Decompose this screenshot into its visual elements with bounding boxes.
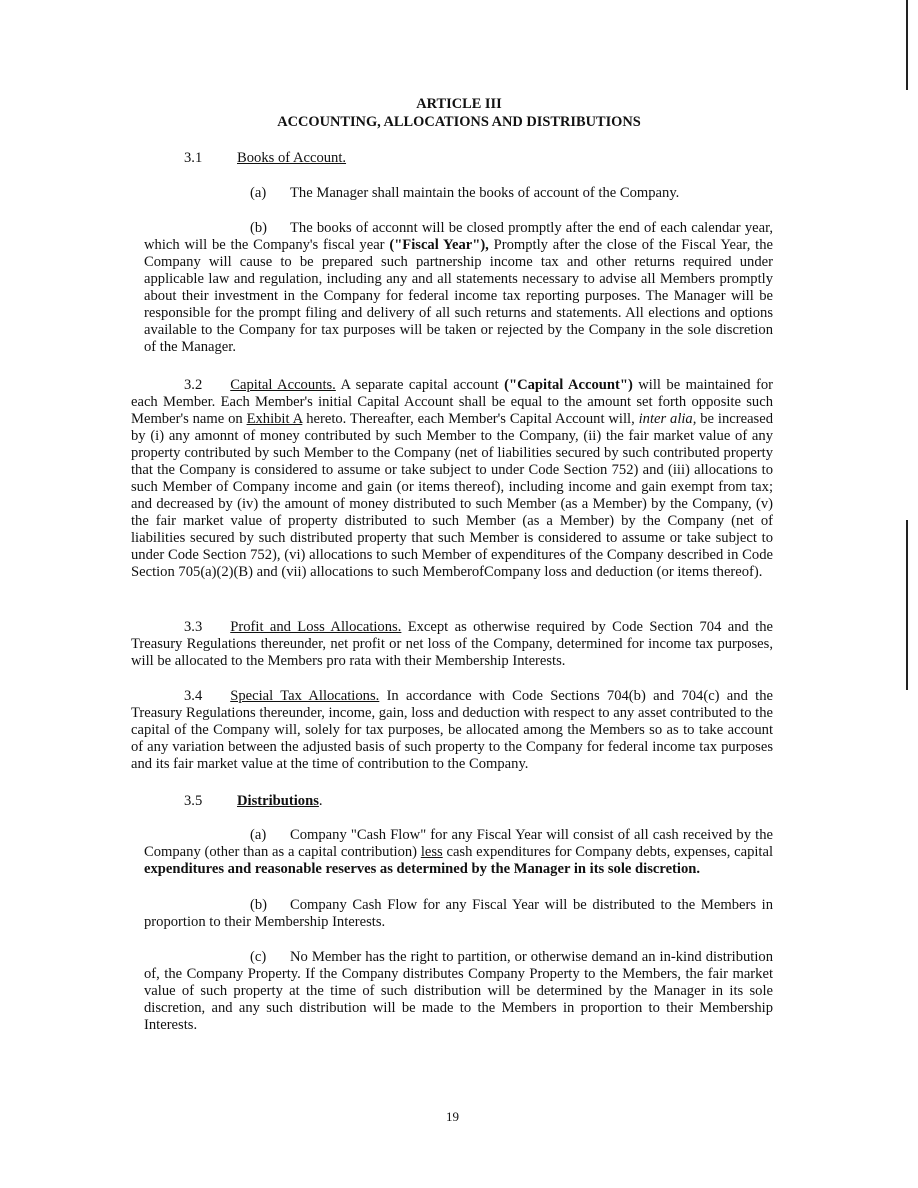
clause-label: (c) <box>250 949 267 965</box>
clause-label: (a) <box>250 827 267 843</box>
emphasis-less: less <box>420 844 443 860</box>
scan-edge-mark <box>906 520 908 690</box>
section-number: 3.5 <box>184 793 203 809</box>
scan-edge-mark <box>906 0 908 90</box>
clause-label: (b) <box>250 897 268 913</box>
section-text: be increased by (i) any amonnt of money contributed by such Member to the Company, (ii) the fair market value of any property contributed by such Member to the Company (net of liabilities secured by such contributed property that the Company is considered to assume or take subject to under Code Section 752) and (iii) allocations to such Member of Company income and gain (or items thereof), including income and gain exempt from tax; and decreased by (iv) the amount of money distributed to such Member (as a Member) by the Company, (v) the fair market value of property distributed to such Member (as a Member) by the Company (net of liabilities secured by such distributed property that such Member is considered to assume or take subject to under Code Section 752), (vi) allocations to such Member of expenditures of the Company described in Code Section 705(a)(2)(B) and (vii) allocations to such MemberofCompany loss and deduction (or items thereof). <box>131 411 774 580</box>
section-profit-loss <box>131 619 773 670</box>
section-text: In accordance with Code Sections 704(b) and 704(c) and the Treasury Regulations thereunder, income, gain, loss and deduction with respect to any asset contributed to the capital of the Company will, solely for tax purposes, be allocated among the Members so as to take account of any variation between the adjusted basis of such property to the Company for federal income tax purposes and its fair market value at the time of contribution to the Company. <box>131 688 773 772</box>
clause-text: The Manager shall maintain the books of account of the Company. <box>290 185 680 201</box>
defined-term-fiscal-year: ("Fiscal Year"), <box>389 237 489 253</box>
section-number: 3.1 <box>184 150 203 166</box>
page-number: 19 <box>446 1109 459 1124</box>
clause-label: (a) <box>250 185 267 201</box>
section-special-tax <box>131 688 773 773</box>
clause-text: proportion to their Membership Interests. <box>144 914 386 930</box>
latin-term: inter alia, <box>638 411 697 427</box>
clause-first-line: Company "Cash Flow" for any Fiscal Year will consist of all cash received by the <box>290 827 773 843</box>
section-heading-special-tax: Special Tax Allocations. <box>230 688 380 704</box>
clause-body <box>144 844 773 878</box>
section-number: 3.3 <box>184 619 203 635</box>
exhibit-reference: Exhibit A <box>246 411 303 427</box>
clause-text: Company (other than as a capital contribution) <box>144 844 421 860</box>
section-text: A separate capital account <box>335 377 505 393</box>
clause-text: cash expenditures for Company debts, expenses, capital <box>442 844 774 860</box>
section-text: Except as otherwise required by Code Section 704 and the Treasury Regulations thereunder, net profit or net loss of the Company, determined for income tax purposes, will be allocated to the Members pro rata with their Membership Interests. <box>131 619 773 669</box>
section-heading-distributions: Distributions <box>237 793 319 809</box>
clause-bold-text: expenditures and reasonable reserves as determined by the Manager in its sole discretion. <box>144 861 701 877</box>
section-heading-books-of-account: Books of Account. <box>237 150 347 166</box>
article-title: ACCOUNTING, ALLOCATIONS AND DISTRIBUTIONS <box>277 114 641 130</box>
section-capital-accounts <box>131 377 773 581</box>
clause-text: of, the Company Property. If the Company distributes Company Property to the Members, the fair market value of such property at the time of such distribution will be determined by the Manager in its sole discretion, and any such distribution will be made to the Members in proportion to their Membership Interests. <box>144 966 773 1033</box>
section-number: 3.2 <box>184 377 203 393</box>
clause-body <box>144 237 773 356</box>
section-heading-line <box>237 793 323 810</box>
section-heading-profit-loss: Profit and Loss Allocations. <box>230 619 402 635</box>
defined-term-capital-account: ("Capital Account") <box>504 377 633 393</box>
section-text: will be maintained for each Member. Each Member's initial Capital Account shall be equal to the amount set forth opposite such Member's name on <box>131 377 773 427</box>
clause-label: (b) <box>250 220 268 236</box>
section-number: 3.4 <box>184 688 203 704</box>
clause-first-line: No Member has the right to partition, or otherwise demand an in-kind distribution <box>290 949 773 965</box>
clause-text: Promptly after the close of the Fiscal Year, the Company will cause to be prepared such partnership income tax and other returns required under applicable law and regulation, including any and all statements necessary to advise all Members promptly about their investment in the Company for federal income tax reporting purposes. The Manager will be responsible for the prompt filing and delivery of all such returns and statements. All elections and options available to the Company for tax purposes will be taken or rejected by the Company in the sole discretion of the Manager. <box>144 237 773 355</box>
clause-first-line: Company Cash Flow for any Fiscal Year will be distributed to the Members in <box>290 897 773 913</box>
article-number: ARTICLE III <box>416 96 502 112</box>
section-text: hereto. Thereafter, each Member's Capital Account will, <box>302 411 639 427</box>
clause-text: which will be the Company's fiscal year <box>144 237 390 253</box>
heading-period: . <box>318 793 323 809</box>
section-heading-capital-accounts: Capital Accounts. <box>230 377 336 393</box>
clause-first-line: The books of acconnt will be closed promptly after the end of each calendar year, <box>290 220 773 236</box>
